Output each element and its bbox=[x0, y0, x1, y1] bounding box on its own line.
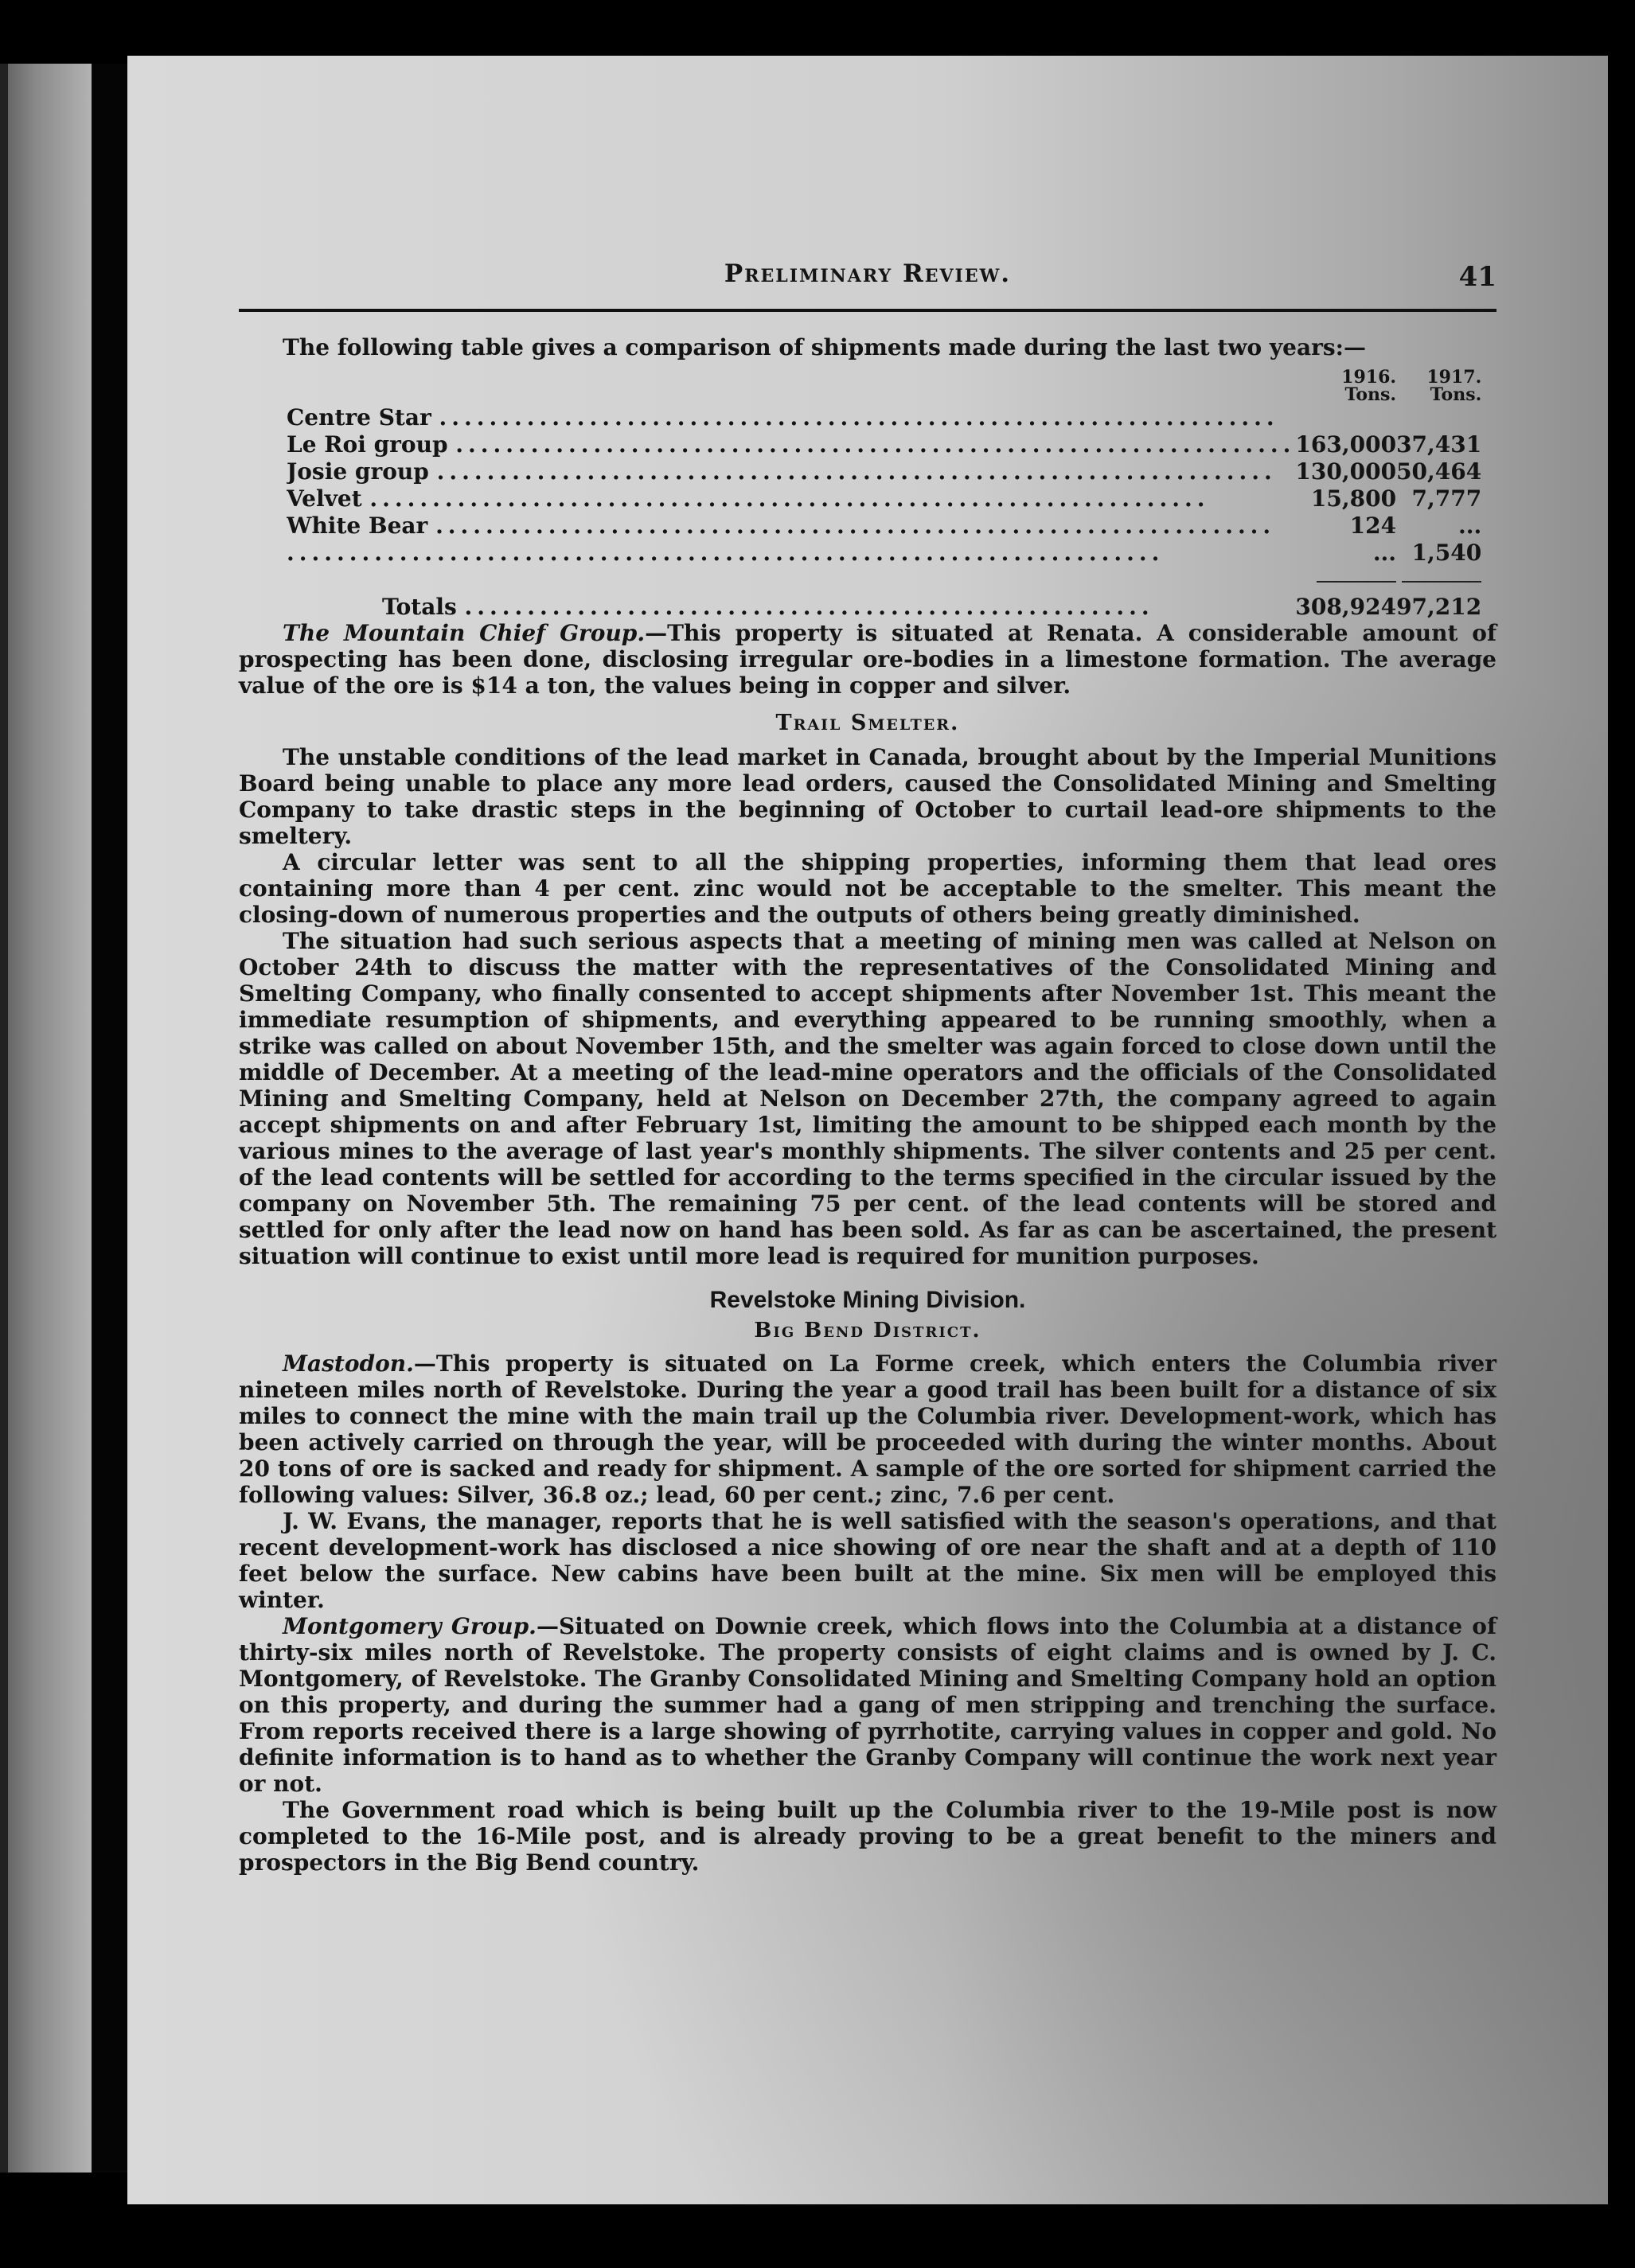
row-name: Velvet bbox=[287, 485, 362, 512]
col-1916-header: 1916. Tons. bbox=[1341, 367, 1397, 405]
row-1917: 1,540 bbox=[1411, 540, 1482, 566]
page-number: 41 bbox=[1458, 261, 1496, 293]
table-row bbox=[287, 512, 1481, 539]
mastodon-paragraph-2: J. W. Evans, the manager, reports that he is well satisfied with the season's operations, and that recent development-work has disclosed a nice showing of ore near the shaft and at a depth of 110 feet below the surface. New cabins have been built at the mine. Six men will be employed this winter. bbox=[239, 1508, 1496, 1613]
montgomery-lead: Montgomery Group. bbox=[283, 1613, 537, 1639]
table-row bbox=[287, 403, 1481, 431]
mountain-chief-lead: The Mountain Chief Group. bbox=[283, 620, 646, 646]
trail-smelter-paragraph: The unstable conditions of the lead market in Canada, brought about by the Imperial Munitions Board being unable to place any more lead orders, caused the Consolidated Mining and Smelting Company to take drastic steps in the beginning of October to curtail lead-ore shipments to the smeltery. bbox=[239, 744, 1496, 849]
row-1916: 130,000 bbox=[1295, 458, 1397, 485]
mountain-chief-text: —This property is situated at Renata. A considerable amount of prospecting has been done, disclosing irregular ore-bodies in a limestone formation. The average value of the ore is $14 a ton, the values being in copper and silver. bbox=[239, 620, 1496, 699]
mastodon-paragraph bbox=[239, 1350, 1496, 1508]
col-1917-header: 1917. Tons. bbox=[1426, 367, 1482, 405]
mountain-chief-paragraph bbox=[239, 620, 1496, 699]
big-bend-subheading: Big Bend District. bbox=[754, 1319, 981, 1342]
table-header-row bbox=[287, 368, 1481, 403]
facing-page-edge bbox=[0, 64, 92, 2173]
row-1917 bbox=[1396, 403, 1481, 431]
mastodon-text: —This property is situated on La Forme creek, which enters the Columbia river nineteen miles north of Revelstoke. During the year a good trail has been built for a distance of six miles to connect the mine with the main trail up the Columbia river. Development-work, which has been actively carried on through the year, will be proceeded with during the winter months. About 20 tons of ore is sacked and ready for shipment. A sample of the ore sorted for shipment carried the following values: Silver, 36.8 oz.; lead, 60 per cent.; zinc, 7.6 per cent. bbox=[239, 1350, 1496, 1508]
revelstoke-division-heading: Revelstoke Mining Division. bbox=[709, 1287, 1026, 1313]
running-head: Preliminary Review. bbox=[724, 259, 1012, 288]
leader-dots: ................................................................... bbox=[435, 512, 1276, 539]
row-name: White Bear bbox=[287, 512, 428, 539]
leader-dots: ................................................................... bbox=[436, 458, 1277, 485]
trail-smelter-paragraph: The situation had such serious aspects that a meeting of mining men was called at Nelson on October 24th to discuss the matter with the representatives of the Consolidated Mining and Smelting Company, who finally consented to accept shipments after November 1st. This meant the immediate resumption of shipments, and everything appeared to be running smoothly, when a strike was called on about November 15th, and the smelter was again forced to close down until the middle of December. At a meeting of the lead-mine operators and the officials of the Consolidated Mining and Smelting Company, held at Nelson on December 27th, the company agreed to again accept shipments on and after February 1st, limiting the amount to be shipped each month by the various mines to the average of last year's monthly shipments. The silver contents and 25 per cent. of the lead contents will be settled for according to the terms specified in the circular issued by the company on November 5th. The remaining 75 per cent. of the lead contents will be stored and settled for only after the lead now on hand has been sold. As far as can be ascertained, the present situation will continue to exist until more lead is required for munition purposes. bbox=[239, 928, 1496, 1269]
leader-dots: ................................................................... bbox=[439, 404, 1279, 431]
row-name: Centre Star bbox=[287, 404, 431, 431]
row-1916: 124 bbox=[1349, 512, 1397, 539]
row-name: Le Roi group bbox=[287, 431, 448, 458]
table-row bbox=[287, 485, 1481, 512]
totals-row bbox=[287, 593, 1481, 620]
total-1917: 97,212 bbox=[1396, 594, 1482, 620]
trail-smelter-paragraph: A circular letter was sent to all the shipping properties, informing them that lead ores containing more than 4 per cent. zinc would not be acceptable to the smelter. This meant the closing-down of numerous properties and the outputs of others being greatly diminished. bbox=[239, 849, 1496, 928]
page-content bbox=[239, 255, 1496, 1876]
row-name: Josie group bbox=[287, 458, 429, 485]
book-gutter bbox=[92, 64, 131, 2173]
table-intro: The following table gives a comparison of shipments made during the last two years:— bbox=[283, 334, 1366, 360]
facing-page-shadow bbox=[0, 64, 8, 2173]
row-1916: 15,800 bbox=[1310, 485, 1397, 512]
row-1917: 37,431 bbox=[1396, 431, 1482, 458]
header-rule bbox=[239, 309, 1496, 312]
leader-dots: ...................................................................... bbox=[287, 540, 1165, 566]
totals-label: Totals bbox=[382, 594, 457, 620]
row-1916: ... bbox=[1372, 540, 1397, 566]
table-row bbox=[287, 431, 1481, 458]
mastodon-lead: Mastodon. bbox=[283, 1350, 414, 1377]
row-1916: 163,000 bbox=[1295, 431, 1397, 458]
government-road-paragraph: The Government road which is being built up the Columbia river to the 19-Mile post is now completed to the 16-Mile post, and is already proving to be a great benefit to the miners and prospectors in the Big Bend country. bbox=[239, 1797, 1496, 1876]
shipments-table bbox=[287, 368, 1481, 620]
page-header bbox=[239, 255, 1496, 304]
total-rule bbox=[1317, 581, 1396, 583]
document-page bbox=[127, 56, 1608, 2204]
montgomery-text: —Situated on Downie creek, which flows into the Columbia at a distance of thirty-six miles north of Revelstoke. The property consists of eight claims and is owned by J. C. Montgomery, of Revelstoke. The Granby Consolidated Mining and Smelting Company hold an option on this property, and during the summer had a gang of men stripping and trenching the surface. From reports received there is a large showing of pyrrhotite, carrying values in copper and gold. No definite information is to hand as to whether the Granby Company will continue the work next year or not. bbox=[239, 1613, 1497, 1797]
total-rule bbox=[1402, 581, 1481, 583]
row-1917: 7,777 bbox=[1411, 485, 1482, 512]
row-1917: ... bbox=[1457, 512, 1482, 539]
table-row bbox=[287, 539, 1481, 566]
row-1916 bbox=[1295, 403, 1396, 431]
total-rule-row bbox=[287, 566, 1481, 593]
total-1916: 308,924 bbox=[1295, 594, 1397, 620]
leader-dots: ....................................................... bbox=[464, 594, 1154, 620]
trail-smelter-heading: Trail Smelter. bbox=[775, 711, 960, 735]
table-row bbox=[287, 458, 1481, 485]
montgomery-paragraph bbox=[239, 1613, 1496, 1797]
leader-dots: ................................................................... bbox=[369, 485, 1210, 512]
row-1917: 50,464 bbox=[1396, 458, 1482, 485]
leader-dots: ................................................................... bbox=[455, 431, 1296, 458]
